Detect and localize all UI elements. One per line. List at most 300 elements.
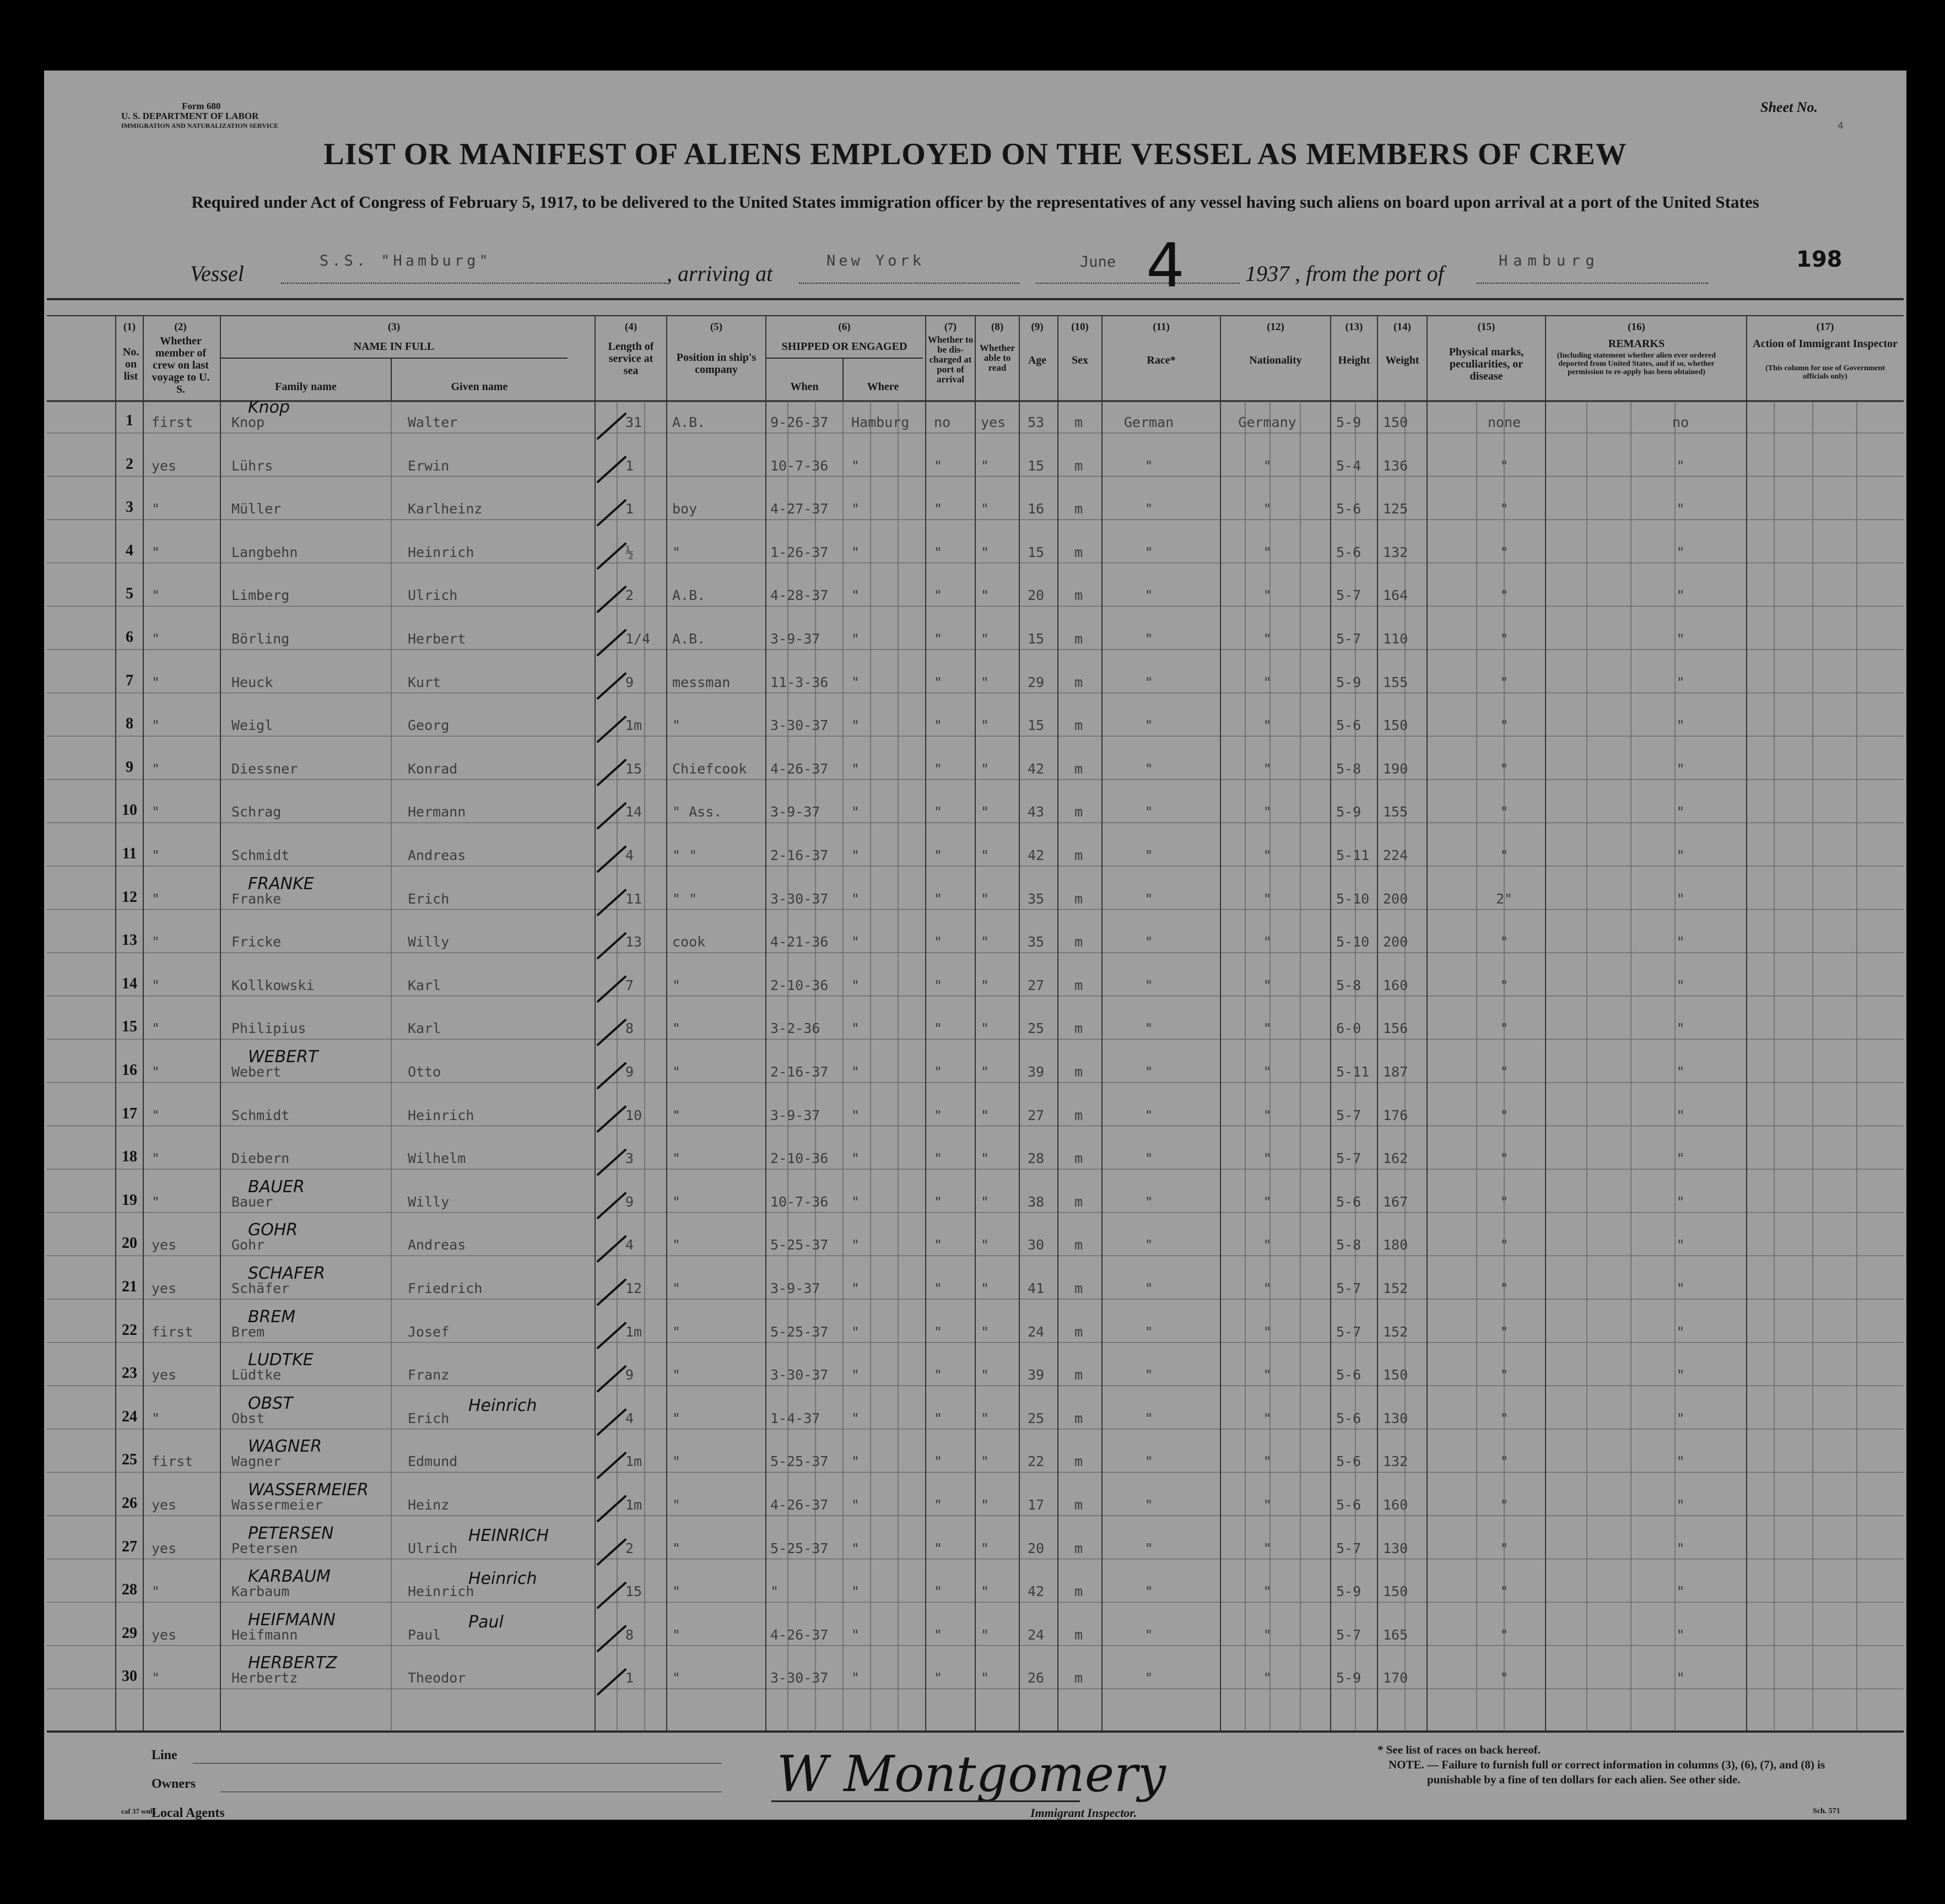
cell-sex: m <box>1074 717 1083 734</box>
cell-shipped-where: " <box>851 1583 860 1600</box>
cell-discharged: " <box>934 457 943 474</box>
cell-height: 5-8 <box>1336 1237 1362 1253</box>
cell-given-name: Edmund <box>408 1453 458 1470</box>
cell-given-name: Heinrich <box>408 1107 474 1123</box>
cell-nationality: " <box>1263 674 1272 690</box>
cell-given-name: Karl <box>408 977 441 993</box>
cell-shipped-when: 2-16-37 <box>770 847 829 863</box>
cell-shipped-where: " <box>851 1540 860 1556</box>
cell-shipped-where: " <box>851 760 860 777</box>
cell-weight: 150 <box>1383 1583 1408 1600</box>
cell-position: " <box>672 977 681 993</box>
cell-able-to-read: " <box>981 587 990 604</box>
cell-last-voyage: " <box>152 501 160 517</box>
cell-given-name: Georg <box>408 717 450 734</box>
cell-physical-marks: 2" <box>1495 890 1513 907</box>
cell-race: " <box>1144 1540 1153 1556</box>
cell-shipped-where: " <box>851 804 860 820</box>
cell-weight: 176 <box>1383 1107 1408 1123</box>
col-header-read: Whether able to read <box>979 343 1015 373</box>
row-number: 3 <box>126 499 133 516</box>
cell-service: 31 <box>625 414 642 430</box>
cell-discharged: " <box>934 1323 943 1340</box>
col-header-age: Age <box>1028 354 1047 366</box>
cell-position: " <box>672 1410 681 1426</box>
cell-last-voyage: " <box>152 1107 160 1123</box>
cell-service: 4 <box>625 1410 634 1426</box>
cell-weight: 155 <box>1383 674 1408 690</box>
cell-service: 4 <box>625 847 634 863</box>
handwritten-given-name: Heinrich <box>468 1395 537 1415</box>
form-number: Form 680 <box>182 101 221 111</box>
cell-physical-marks: " <box>1500 1410 1509 1426</box>
cell-race: " <box>1144 1583 1153 1600</box>
cell-remarks: " <box>1676 1280 1685 1296</box>
col-num-13: (13) <box>1345 321 1363 333</box>
cell-sex: m <box>1074 977 1083 993</box>
cell-service: 1m <box>625 1323 642 1340</box>
cell-service: 7 <box>625 977 634 993</box>
cell-physical-marks: " <box>1500 674 1509 690</box>
cell-service: 8 <box>625 1020 634 1037</box>
cell-nationality: " <box>1263 501 1272 517</box>
cell-service: 9 <box>625 674 634 690</box>
cell-last-voyage: " <box>152 847 160 863</box>
cell-race: " <box>1144 1453 1153 1470</box>
vessel-label: Vessel <box>190 261 244 286</box>
cell-remarks: " <box>1676 1583 1685 1600</box>
check-mark <box>598 1150 625 1175</box>
handwritten-family-name: FRANKE <box>248 874 314 894</box>
cell-family-name: Brem <box>231 1323 265 1340</box>
cell-given-name: Friedrich <box>408 1280 483 1296</box>
row-number: 30 <box>122 1668 137 1685</box>
cell-discharged: " <box>934 1193 943 1210</box>
col-num-12: (12) <box>1267 321 1284 333</box>
cell-position: " <box>672 1670 681 1686</box>
cell-last-voyage: " <box>152 1150 160 1167</box>
cell-age: 24 <box>1028 1323 1045 1340</box>
cell-height: 5-6 <box>1336 1497 1362 1513</box>
cell-able-to-read: " <box>981 1237 990 1253</box>
col-header-weight: Weight <box>1385 354 1419 366</box>
cell-race: " <box>1144 587 1153 604</box>
cell-able-to-read: " <box>981 1107 990 1123</box>
cell-weight: 167 <box>1383 1193 1408 1210</box>
cell-height: 5-9 <box>1336 414 1362 430</box>
cell-weight: 165 <box>1383 1626 1408 1643</box>
cell-weight: 187 <box>1383 1064 1408 1080</box>
cell-sex: m <box>1074 934 1083 950</box>
cell-remarks: " <box>1676 1150 1685 1167</box>
check-mark <box>598 847 625 872</box>
cell-nationality: " <box>1263 1237 1272 1253</box>
col-num-15: (15) <box>1477 321 1495 333</box>
row-number: 7 <box>126 672 133 689</box>
cell-sex: m <box>1074 1367 1083 1383</box>
cell-able-to-read: " <box>981 1453 990 1470</box>
cell-position: " <box>672 1020 681 1037</box>
cell-remarks: " <box>1676 501 1685 517</box>
cell-able-to-read: " <box>981 1626 990 1643</box>
handwritten-family-name: LUDTKE <box>248 1350 314 1370</box>
cell-physical-marks: " <box>1500 1367 1509 1383</box>
row-number: 21 <box>122 1278 137 1295</box>
cell-remarks: " <box>1676 544 1685 560</box>
cell-shipped-when: " <box>770 1583 779 1600</box>
cell-position: " <box>672 1150 681 1167</box>
col-header-when: When <box>790 381 819 393</box>
cell-position: " <box>672 1453 681 1470</box>
col-num-4: (4) <box>624 321 637 333</box>
cell-last-voyage: yes <box>152 1280 177 1296</box>
cell-sex: m <box>1074 1540 1083 1556</box>
check-mark <box>598 1063 625 1088</box>
cell-position: " <box>672 1193 681 1210</box>
cell-height: 5-10 <box>1336 934 1370 950</box>
cell-race: " <box>1144 977 1153 993</box>
cell-age: 15 <box>1028 717 1045 734</box>
row-number: 11 <box>122 845 137 862</box>
cell-height: 5-6 <box>1336 717 1362 734</box>
check-mark <box>598 803 625 828</box>
arrival-month: June <box>1080 253 1116 271</box>
cell-remarks: " <box>1676 717 1685 734</box>
cell-race: " <box>1144 674 1153 690</box>
cell-remarks: " <box>1676 1367 1685 1383</box>
cell-family-name: Schmidt <box>231 847 290 863</box>
cell-remarks: " <box>1676 1064 1685 1080</box>
cell-shipped-where: " <box>851 1020 860 1037</box>
cell-shipped-when: 3-2-36 <box>770 1020 820 1037</box>
cell-family-name: Lüdtke <box>231 1367 282 1383</box>
cell-physical-marks: " <box>1500 1540 1509 1556</box>
check-mark <box>598 1366 625 1391</box>
cell-discharged: " <box>934 1453 943 1470</box>
cell-age: 27 <box>1028 1107 1045 1123</box>
cell-family-name: Kollkowski <box>231 977 315 993</box>
cell-sex: m <box>1074 1323 1083 1340</box>
cell-able-to-read: " <box>981 1670 990 1686</box>
cell-given-name: Erich <box>408 890 450 907</box>
cell-nationality: Germany <box>1238 414 1296 430</box>
cell-family-name: Wagner <box>231 1453 282 1470</box>
col-header-inspector-action: Action of Immigrant Inspector <box>1753 338 1898 350</box>
cell-weight: 136 <box>1383 457 1408 474</box>
arriving-label: , arriving at <box>667 261 773 286</box>
cell-discharged: " <box>934 1367 943 1383</box>
cell-nationality: " <box>1263 1367 1272 1383</box>
check-mark <box>598 977 625 1002</box>
cell-given-name: Erich <box>408 1410 450 1426</box>
cell-sex: m <box>1074 1453 1083 1470</box>
cell-age: 38 <box>1028 1193 1045 1210</box>
cell-nationality: " <box>1263 1410 1272 1426</box>
cell-last-voyage: " <box>152 631 160 647</box>
cell-position: messman <box>672 674 731 690</box>
cell-last-voyage: " <box>152 890 160 907</box>
cell-shipped-where: Hamburg <box>851 414 910 430</box>
col-num-14: (14) <box>1393 321 1411 333</box>
cell-sex: m <box>1074 457 1083 474</box>
cell-last-voyage: " <box>152 760 160 777</box>
cell-shipped-when: 2-10-36 <box>770 1150 829 1167</box>
cell-sex: m <box>1074 631 1083 647</box>
check-marks <box>44 71 1906 1820</box>
cell-given-name: Franz <box>408 1367 450 1383</box>
local-agents-label: Local Agents <box>152 1806 225 1820</box>
row-number: 22 <box>122 1321 137 1339</box>
check-mark <box>598 1583 625 1608</box>
cell-shipped-when: 4-26-37 <box>770 1626 829 1643</box>
cell-position: " Ass. <box>672 804 722 820</box>
cell-service: 1m <box>625 1453 642 1470</box>
cell-last-voyage: yes <box>152 457 177 474</box>
cell-age: 20 <box>1028 587 1045 604</box>
line-label: Line <box>152 1748 177 1762</box>
check-mark <box>598 630 625 655</box>
cell-position: Chiefcook <box>672 760 747 777</box>
cell-given-name: Paul <box>408 1626 441 1643</box>
col-header-last-voyage: Whether member of crew on last voyage to U. S. <box>152 335 210 396</box>
cell-weight: 150 <box>1383 1367 1408 1383</box>
cell-able-to-read: " <box>981 890 990 907</box>
cell-able-to-read: " <box>981 457 990 474</box>
cell-sex: m <box>1074 674 1083 690</box>
cell-discharged: " <box>934 544 943 560</box>
cell-height: 5-11 <box>1336 847 1370 863</box>
cell-discharged: " <box>934 1107 943 1123</box>
cell-age: 20 <box>1028 1540 1045 1556</box>
cell-given-name: Heinrich <box>408 544 474 560</box>
row-number: 28 <box>122 1581 137 1599</box>
cell-remarks: " <box>1676 1020 1685 1037</box>
cell-sex: m <box>1074 414 1083 430</box>
cell-age: 17 <box>1028 1497 1045 1513</box>
cell-age: 27 <box>1028 977 1045 993</box>
check-mark <box>598 1410 625 1435</box>
cell-service: 13 <box>625 934 642 950</box>
cell-weight: 224 <box>1383 847 1408 863</box>
cell-height: 5-6 <box>1336 1410 1362 1426</box>
cell-nationality: " <box>1263 1193 1272 1210</box>
col-header-marks: Physical marks, peculiarities, or disease <box>1449 346 1524 382</box>
cell-weight: 170 <box>1383 1670 1408 1686</box>
cell-remarks: " <box>1676 1107 1685 1123</box>
cell-discharged: " <box>934 1583 943 1600</box>
cell-remarks: " <box>1676 1237 1685 1253</box>
row-number: 1 <box>126 412 133 429</box>
cell-able-to-read: yes <box>981 414 1006 430</box>
cell-discharged: " <box>934 934 943 950</box>
cell-shipped-where: " <box>851 847 860 863</box>
cell-weight: 150 <box>1383 414 1408 430</box>
cell-able-to-read: " <box>981 1583 990 1600</box>
cell-nationality: " <box>1263 1626 1272 1643</box>
cell-last-voyage: yes <box>152 1367 177 1383</box>
handwritten-family-name: WAGNER <box>248 1437 322 1457</box>
cell-height: 5-7 <box>1336 631 1362 647</box>
cell-shipped-when: 1-4-37 <box>770 1410 820 1426</box>
cell-discharged: " <box>934 1020 943 1037</box>
cell-shipped-when: 4-21-36 <box>770 934 829 950</box>
row-number: 23 <box>122 1365 137 1382</box>
cell-age: 43 <box>1028 804 1045 820</box>
cell-given-name: Andreas <box>408 847 466 863</box>
cell-sex: m <box>1074 1583 1083 1600</box>
note-label: NOTE. <box>1388 1758 1424 1771</box>
cell-last-voyage: first <box>152 1323 193 1340</box>
cell-nationality: " <box>1263 1540 1272 1556</box>
cell-last-voyage: " <box>152 977 160 993</box>
cell-weight: 132 <box>1383 1453 1408 1470</box>
page-number: 198 <box>1796 247 1843 272</box>
cell-physical-marks: " <box>1500 631 1509 647</box>
cell-physical-marks: " <box>1500 977 1509 993</box>
cell-height: 5-6 <box>1336 501 1362 517</box>
cell-weight: 162 <box>1383 1150 1408 1167</box>
cell-age: 25 <box>1028 1020 1045 1037</box>
cell-given-name: Theodor <box>408 1670 466 1686</box>
cell-height: 5-6 <box>1336 544 1362 560</box>
cell-sex: m <box>1074 890 1083 907</box>
cell-discharged: " <box>934 1670 943 1686</box>
col-num-10: (10) <box>1071 321 1089 333</box>
cell-nationality: " <box>1263 1020 1272 1037</box>
check-mark <box>598 457 625 482</box>
cell-physical-marks: " <box>1500 1020 1509 1037</box>
row-number: 26 <box>122 1495 137 1512</box>
cell-weight: 155 <box>1383 804 1408 820</box>
cell-sex: m <box>1074 1020 1083 1037</box>
cell-service: 9 <box>625 1064 634 1080</box>
cell-shipped-where: " <box>851 1367 860 1383</box>
row-number: 4 <box>126 542 133 559</box>
cell-height: 5-6 <box>1336 1453 1362 1470</box>
cell-physical-marks: " <box>1500 1323 1509 1340</box>
cell-age: 26 <box>1028 1670 1045 1686</box>
cell-physical-marks: none <box>1487 414 1521 430</box>
cell-position: " <box>672 544 681 560</box>
cell-nationality: " <box>1263 1670 1272 1686</box>
cell-age: 30 <box>1028 1237 1045 1253</box>
cell-service: 4 <box>625 1237 634 1253</box>
cell-physical-marks: " <box>1500 1064 1509 1080</box>
cell-physical-marks: " <box>1500 1626 1509 1643</box>
cell-last-voyage: " <box>152 674 160 690</box>
cell-physical-marks: " <box>1500 760 1509 777</box>
cell-able-to-read: " <box>981 1280 990 1296</box>
cell-position: " <box>672 1626 681 1643</box>
cell-shipped-when: 5-25-37 <box>770 1540 829 1556</box>
cell-family-name: Philipius <box>231 1020 306 1037</box>
cell-sex: m <box>1074 1193 1083 1210</box>
cell-discharged: " <box>934 717 943 734</box>
cell-physical-marks: " <box>1500 501 1509 517</box>
cell-shipped-where: " <box>851 1410 860 1426</box>
cell-family-name: Weigl <box>231 717 273 734</box>
cell-last-voyage: " <box>152 544 160 560</box>
cell-shipped-where: " <box>851 1107 860 1123</box>
cell-position: " <box>672 1367 681 1383</box>
cell-shipped-when: 1-26-37 <box>770 544 829 560</box>
cell-weight: 150 <box>1383 717 1408 734</box>
cell-physical-marks: " <box>1500 544 1509 560</box>
row-number: 27 <box>122 1538 137 1555</box>
cell-last-voyage: " <box>152 1020 160 1037</box>
cell-race: " <box>1144 1237 1153 1253</box>
cell-shipped-when: 5-25-37 <box>770 1453 829 1470</box>
cell-given-name: Ulrich <box>408 1540 458 1556</box>
cell-nationality: " <box>1263 760 1272 777</box>
cell-given-name: Willy <box>408 934 450 950</box>
cell-physical-marks: " <box>1500 1193 1509 1210</box>
cell-physical-marks: " <box>1500 934 1509 950</box>
row-number: 14 <box>122 975 137 992</box>
check-mark <box>598 717 625 742</box>
cell-remarks: " <box>1676 977 1685 993</box>
cell-nationality: " <box>1263 1150 1272 1167</box>
cell-last-voyage: " <box>152 1193 160 1210</box>
cell-family-name: Müller <box>231 501 282 517</box>
cell-race: " <box>1144 847 1153 863</box>
row-number: 15 <box>122 1018 137 1036</box>
cell-able-to-read: " <box>981 1540 990 1556</box>
cell-age: 15 <box>1028 631 1045 647</box>
print-code: caf 37 wnb. <box>121 1807 156 1815</box>
cell-remarks: " <box>1676 674 1685 690</box>
page-subtitle: Required under Act of Congress of February 5, 1917, to be delivered to the United States immigration officer by the representatives of any vessel having such aliens on board upon arrival at a port of the United States <box>191 192 1759 212</box>
cell-service: 1/4 <box>625 631 651 647</box>
check-mark <box>598 1280 625 1305</box>
cell-shipped-where: " <box>851 934 860 950</box>
handwritten-family-name: PETERSEN <box>248 1523 334 1543</box>
cell-service: 11 <box>625 890 642 907</box>
check-mark <box>598 1323 625 1348</box>
cell-able-to-read: " <box>981 631 990 647</box>
cell-position: A.B. <box>672 631 706 647</box>
cell-nationality: " <box>1263 717 1272 734</box>
cell-shipped-when: 5-25-37 <box>770 1323 829 1340</box>
cell-last-voyage: yes <box>152 1626 177 1643</box>
col-num-8: (8) <box>991 321 1004 333</box>
sheet-number-value: 4 <box>1838 120 1844 132</box>
cell-race: " <box>1144 1497 1153 1513</box>
cell-race: " <box>1144 804 1153 820</box>
cell-able-to-read: " <box>981 760 990 777</box>
cell-height: 5-7 <box>1336 1280 1362 1296</box>
cell-weight: 132 <box>1383 544 1408 560</box>
row-number: 9 <box>126 758 133 776</box>
handwritten-family-name: WEBERT <box>248 1047 318 1067</box>
handwritten-family-name: BREM <box>248 1307 296 1327</box>
row-number: 17 <box>122 1105 137 1122</box>
cell-given-name: Andreas <box>408 1237 466 1253</box>
cell-age: 35 <box>1028 890 1045 907</box>
cell-last-voyage: " <box>152 1583 160 1600</box>
col-num-2: (2) <box>174 321 187 333</box>
cell-discharged: " <box>934 890 943 907</box>
cell-age: 35 <box>1028 934 1045 950</box>
cell-physical-marks: " <box>1500 717 1509 734</box>
cell-race: " <box>1144 1020 1153 1037</box>
cell-nationality: " <box>1263 1107 1272 1123</box>
row-number: 8 <box>126 715 133 733</box>
note-text: — Failure to furnish full or correct information in columns (3), (6), (7), and (8) is punishable by a fine of ten dollars for each alien. See other side. <box>1427 1758 1825 1786</box>
inspector-label: Immigrant Inspector. <box>1030 1806 1137 1820</box>
cell-physical-marks: " <box>1500 457 1509 474</box>
cell-remarks: " <box>1676 760 1685 777</box>
